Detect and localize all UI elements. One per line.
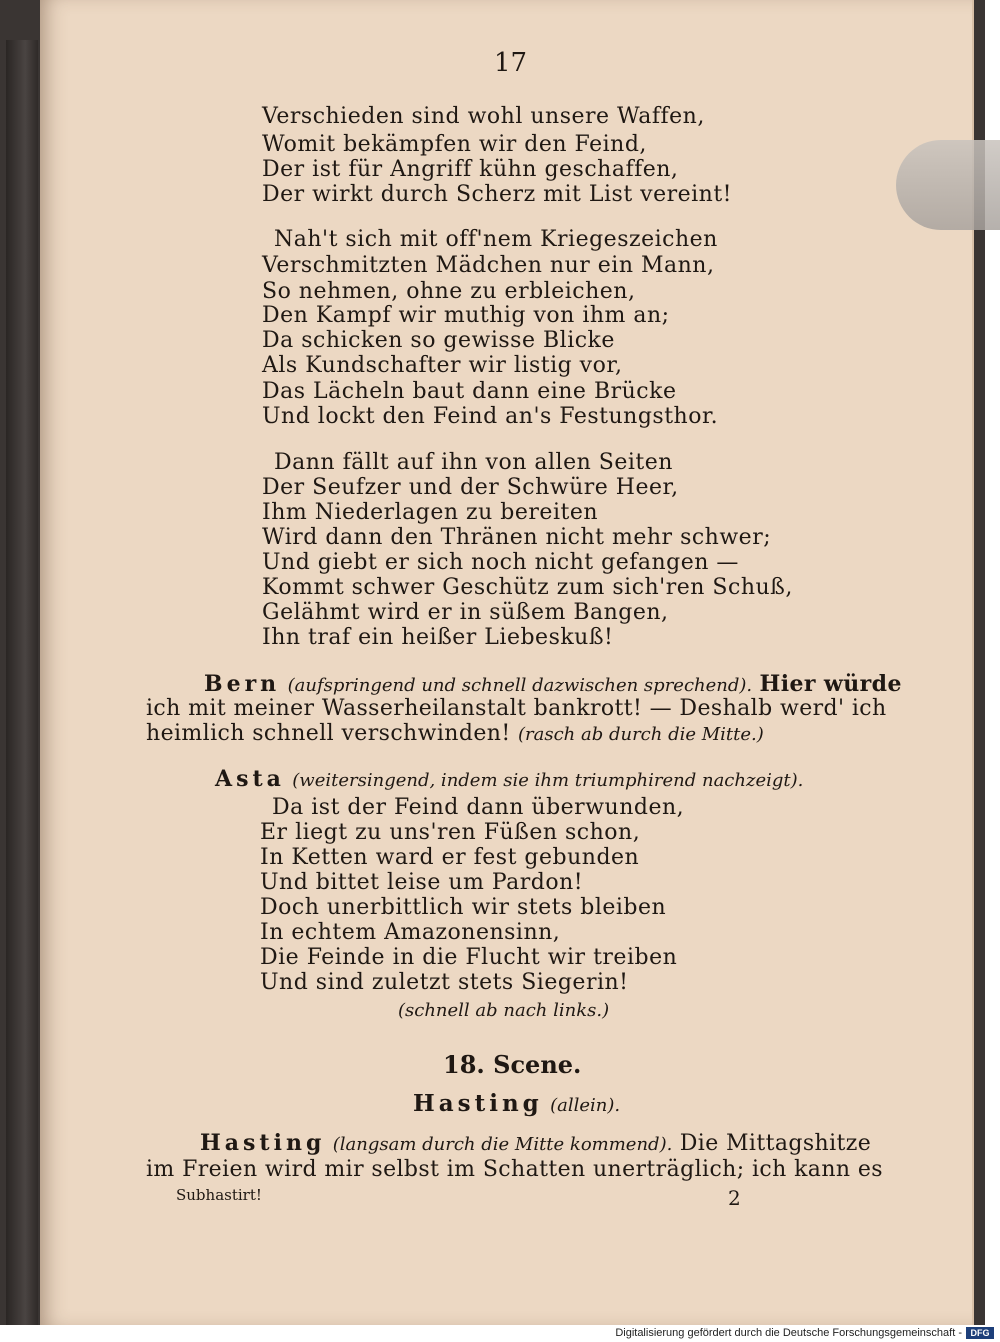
stage-direction: (allein).	[550, 1095, 621, 1116]
speaker-name: Hasting	[413, 1090, 543, 1117]
stage-direction: (rasch ab durch die Mitte.)	[517, 724, 764, 745]
stage-direction: (aufspringend und schnell dazwischen sprechend).	[287, 675, 753, 696]
verse-line: Ihn traf ein heißer Liebeskuß!	[262, 625, 614, 650]
scene-cast	[413, 1090, 620, 1117]
verse-line: Der Seufzer und der Schwüre Heer,	[262, 475, 679, 500]
scene-heading: 18. Scene.	[443, 1050, 582, 1079]
speech-text: Die Mittagshitze	[679, 1131, 872, 1156]
cover-spine-edge	[6, 40, 38, 1325]
verse-line: Und giebt er sich noch nicht gefangen —	[262, 550, 739, 575]
verse-line: Die Feinde in die Flucht wir treiben	[260, 945, 678, 970]
verse-line: Und sind zuletzt stets Siegerin!	[260, 970, 629, 995]
verse-line: Verschieden sind wohl unsere Waffen,	[262, 104, 705, 129]
digitization-credit: Digitalisierung gefördert durch die Deutsche Forschungsgemeinschaft -	[615, 1327, 962, 1339]
sheet-number: 2	[728, 1186, 741, 1210]
verse-line: Da ist der Feind dann überwunden,	[272, 795, 685, 820]
verse-line: Verschmitzten Mädchen nur ein Mann,	[262, 253, 715, 278]
bookmark-tab	[896, 140, 1000, 230]
speech-line	[146, 721, 764, 746]
stage-direction: (langsam durch die Mitte kommend).	[332, 1134, 673, 1155]
speech-line	[200, 1130, 871, 1156]
page-number: 17	[494, 48, 528, 78]
verse-line: In Ketten ward er fest gebunden	[260, 845, 640, 870]
verse-line: Der ist für Angriff kühn geschaffen,	[262, 157, 679, 182]
verse-line: Und bittet leise um Pardon!	[260, 870, 584, 895]
verse-line: Ihm Niederlagen zu bereiten	[262, 500, 599, 525]
stage-direction: (schnell ab nach links.)	[398, 1000, 610, 1021]
verse-line: Womit bekämpfen wir den Feind,	[262, 132, 647, 157]
verse-line: Der wirkt durch Scherz mit List vereint!	[262, 182, 733, 207]
dfg-logo: DFG	[966, 1327, 994, 1339]
speaker-name: Hasting	[200, 1130, 326, 1156]
speech-line	[215, 766, 803, 792]
verse-line: Er liegt zu uns'ren Füßen schon,	[260, 820, 641, 845]
verse-line: Als Kundschafter wir listig vor,	[262, 353, 623, 378]
verse-line: Dann fällt auf ihn von allen Seiten	[274, 450, 673, 475]
verse-line: Den Kampf wir muthig von ihm an;	[262, 303, 670, 328]
verse-line: In echtem Amazonensinn,	[260, 920, 561, 945]
speaker-name: Asta	[215, 766, 285, 792]
verse-line: Das Lächeln baut dann eine Brücke	[262, 379, 677, 404]
verse-line: Und lockt den Feind an's Festungsthor.	[262, 404, 719, 429]
verse-line: Wird dann den Thränen nicht mehr schwer;	[262, 525, 772, 550]
verse-line: Da schicken so gewisse Blicke	[262, 328, 615, 353]
verse-line: Nah't sich mit off'nem Kriegeszeichen	[274, 227, 718, 252]
speaker-name: Bern	[204, 671, 281, 697]
verse-line: Gelähmt wird er in süßem Bangen,	[262, 600, 669, 625]
signature-mark: Subhastirt!	[176, 1186, 262, 1204]
speech-line: ich mit meiner Wasserheilanstalt bankrott! — Deshalb werd' ich	[146, 696, 887, 721]
speech-line: im Freien wird mir selbst im Schatten unerträglich; ich kann es	[146, 1157, 883, 1182]
speech-text: Hier würde	[759, 671, 902, 697]
verse-line: Doch unerbittlich wir stets bleiben	[260, 895, 667, 920]
stage-direction: (weitersingend, indem sie ihm triumphirend nachzeigt).	[292, 770, 804, 791]
verse-line: Kommt schwer Geschütz zum sich'ren Schuß,	[262, 575, 793, 600]
verse-line: So nehmen, ohne zu erbleichen,	[262, 279, 636, 304]
speech-text: heimlich schnell verschwinden!	[146, 721, 511, 746]
speech-line	[204, 671, 902, 697]
